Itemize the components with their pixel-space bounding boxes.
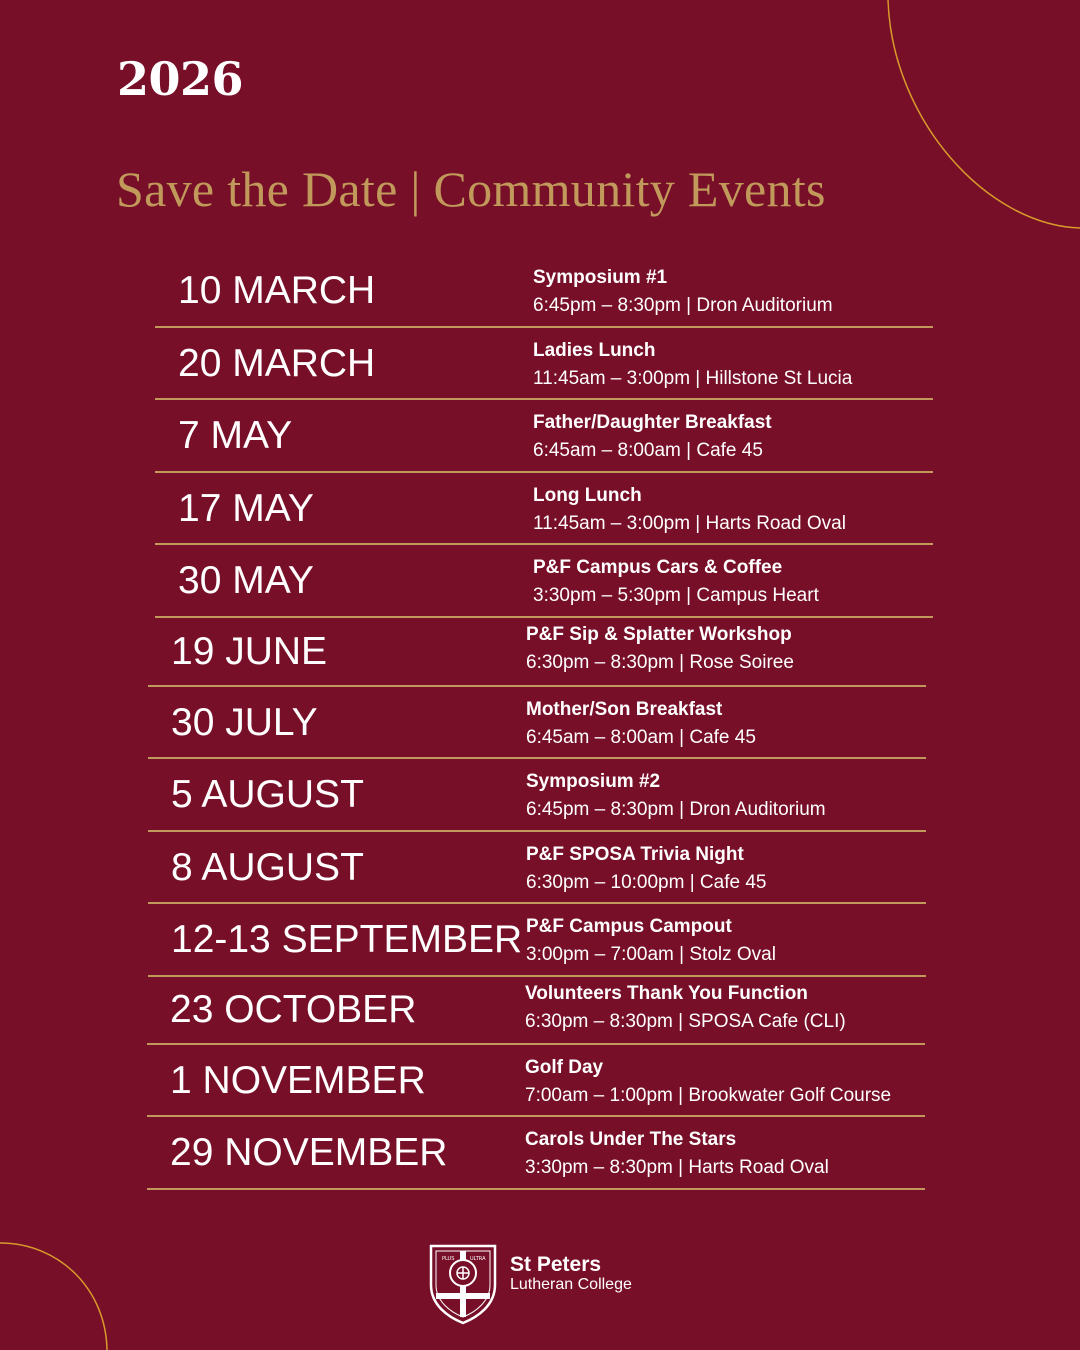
event-details: 3:00pm – 7:00am | Stolz Oval bbox=[526, 944, 776, 965]
event-details: 3:30pm – 8:30pm | Harts Road Oval bbox=[525, 1157, 829, 1178]
event-row bbox=[155, 255, 933, 328]
event-title: P&F Campus Cars & Coffee bbox=[533, 557, 783, 578]
college-name: St Peters bbox=[510, 1253, 602, 1276]
crest-motto-left: PLUS bbox=[442, 1256, 455, 1262]
event-title: Carols Under The Stars bbox=[525, 1129, 737, 1150]
decorative-arc-bottom-left bbox=[0, 1240, 110, 1350]
event-date: 30 MAY bbox=[178, 559, 314, 602]
event-details: 6:30pm – 8:30pm | Rose Soiree bbox=[526, 651, 794, 673]
event-date: 19 JUNE bbox=[171, 629, 328, 673]
event-date: 29 NOVEMBER bbox=[170, 1131, 448, 1174]
shield-crest-icon bbox=[428, 1243, 498, 1325]
event-row bbox=[148, 687, 926, 760]
page-subtitle: Save the Date | Community Events bbox=[116, 161, 826, 217]
event-details: 6:45pm – 8:30pm | Dron Auditorium bbox=[533, 295, 833, 316]
crest-motto-right: ULTRA bbox=[470, 1256, 486, 1262]
event-row bbox=[155, 400, 933, 473]
event-details: 6:45pm – 8:30pm | Dron Auditorium bbox=[526, 799, 826, 820]
event-row bbox=[155, 473, 933, 546]
event-row bbox=[148, 904, 926, 977]
event-title: Long Lunch bbox=[533, 484, 642, 506]
college-subname: Lutheran College bbox=[510, 1276, 632, 1293]
event-row bbox=[148, 832, 926, 905]
event-title: Ladies Lunch bbox=[533, 339, 656, 361]
college-logo bbox=[428, 1243, 632, 1325]
event-date: 20 MARCH bbox=[178, 341, 376, 385]
event-date: 5 AUGUST bbox=[171, 773, 364, 816]
event-row bbox=[147, 977, 925, 1045]
event-date: 8 AUGUST bbox=[171, 845, 364, 889]
event-row bbox=[147, 1045, 925, 1118]
event-title: Father/Daughter Breakfast bbox=[533, 412, 772, 433]
event-title: P&F SPOSA Trivia Night bbox=[526, 843, 744, 865]
event-date: 17 MAY bbox=[178, 486, 314, 530]
event-date: 1 NOVEMBER bbox=[170, 1058, 426, 1102]
event-title: Volunteers Thank You Function bbox=[525, 982, 808, 1004]
event-row bbox=[155, 328, 933, 401]
event-date: 30 JULY bbox=[171, 700, 318, 744]
event-details: 6:45am – 8:00am | Cafe 45 bbox=[526, 726, 756, 748]
event-details: 11:45am – 3:00pm | Hillstone St Lucia bbox=[533, 367, 853, 389]
event-date: 7 MAY bbox=[178, 414, 293, 457]
event-date: 10 MARCH bbox=[178, 269, 376, 312]
event-details: 7:00am – 1:00pm | Brookwater Golf Course bbox=[525, 1084, 892, 1106]
year-heading: 2026 bbox=[117, 52, 244, 106]
event-title: Mother/Son Breakfast bbox=[526, 698, 723, 720]
event-details: 6:30pm – 10:00pm | Cafe 45 bbox=[526, 871, 767, 893]
event-date: 12-13 SEPTEMBER bbox=[171, 918, 523, 961]
event-row bbox=[155, 545, 933, 618]
event-title: P&F Sip & Splatter Workshop bbox=[526, 623, 792, 645]
event-details: 6:30pm – 8:30pm | SPOSA Cafe (CLI) bbox=[525, 1010, 846, 1032]
decorative-arc-top-right bbox=[887, 0, 1080, 230]
event-title: Symposium #1 bbox=[533, 267, 668, 288]
event-title: P&F Campus Campout bbox=[526, 916, 732, 937]
event-details: 6:45am – 8:00am | Cafe 45 bbox=[533, 440, 763, 461]
event-row bbox=[148, 618, 926, 687]
event-row bbox=[148, 759, 926, 832]
event-date: 23 OCTOBER bbox=[170, 987, 417, 1031]
event-row bbox=[147, 1117, 925, 1190]
event-title: Symposium #2 bbox=[526, 771, 661, 792]
event-details: 3:30pm – 5:30pm | Campus Heart bbox=[533, 585, 819, 606]
event-title: Golf Day bbox=[525, 1056, 604, 1078]
event-details: 11:45am – 3:00pm | Harts Road Oval bbox=[533, 512, 846, 534]
